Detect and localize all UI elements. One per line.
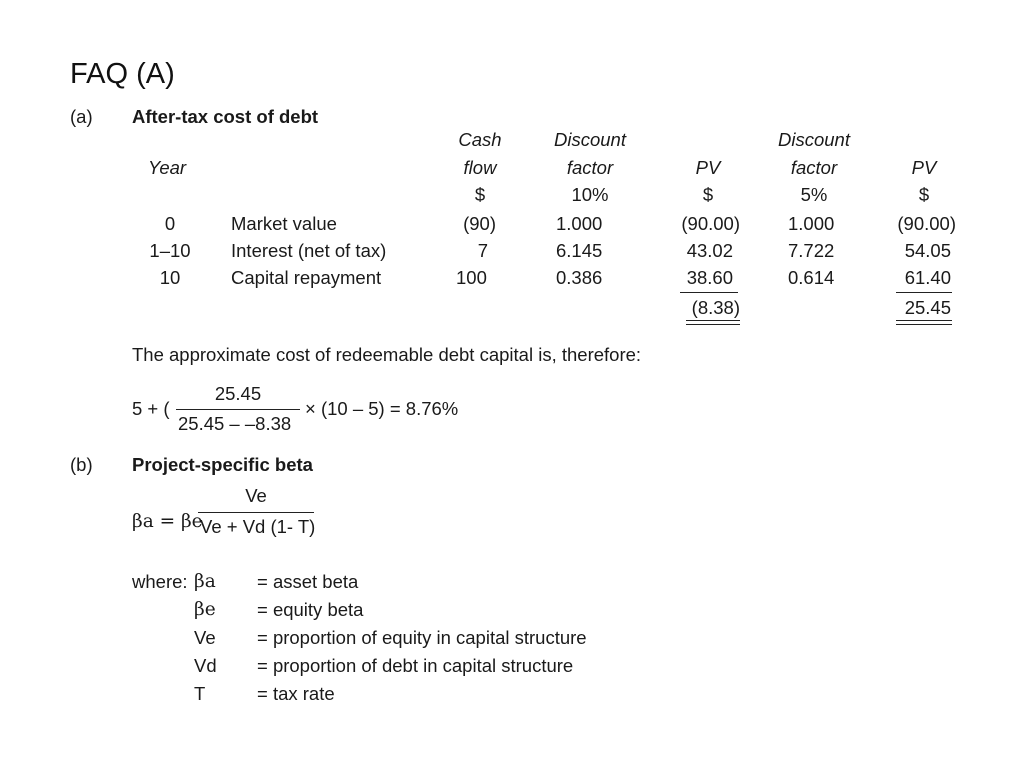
header-pv10-2: $: [702, 184, 714, 205]
cell-item: Market value: [231, 213, 337, 234]
total-double-rule-pv5: [896, 320, 952, 325]
section-a-marker: (a): [70, 106, 93, 127]
total-pv10: (8.38): [691, 297, 740, 318]
cell-df10: 0.386: [556, 267, 603, 288]
conclusion-text: The approximate cost of redeemable debt capital is, therefore:: [132, 344, 642, 365]
section-b-heading: Project-specific beta: [132, 454, 313, 475]
cell-pv5: 54.05: [904, 240, 951, 261]
beta-formula-fraction-bar: [198, 512, 314, 513]
total-pv5: 25.45: [904, 297, 951, 318]
slide-title: FAQ (A): [70, 58, 175, 90]
beta-formula-numerator: Ve: [245, 485, 267, 506]
cell-df5: 7.722: [788, 240, 835, 261]
cell-pv5: 61.40: [904, 267, 951, 288]
header-pv5-2: $: [918, 184, 930, 205]
header-discount10-3: 10%: [571, 184, 609, 205]
header-cash-flow-2: flow: [463, 157, 497, 178]
where-label: where:: [132, 571, 188, 592]
header-year: Year: [148, 157, 187, 178]
cell-pv5: (90.00): [897, 213, 956, 234]
formula-prefix: 5 + (: [132, 398, 170, 419]
cell-pv10: (90.00): [681, 213, 740, 234]
cell-df10: 1.000: [556, 213, 603, 234]
header-discount10-2: factor: [566, 157, 614, 178]
cell-cash-flow: (90): [463, 213, 496, 234]
header-discount5-1: Discount: [778, 129, 850, 150]
header-discount5-3: 5%: [800, 184, 828, 205]
cell-year: 0: [164, 213, 176, 234]
formula-denominator: 25.45 – –8.38: [178, 413, 292, 434]
definition-symbol: T: [194, 683, 206, 704]
cell-item: Capital repayment: [231, 267, 382, 288]
section-b-marker: (b): [70, 454, 93, 475]
header-cash-flow-3: $: [474, 184, 486, 205]
beta-formula-lhs: βa = βe: [132, 511, 203, 532]
cell-df5: 0.614: [788, 267, 835, 288]
definition-meaning: = asset beta: [257, 571, 359, 592]
definition-meaning: = proportion of debt in capital structure: [257, 655, 574, 676]
cell-year: 10: [159, 267, 181, 288]
header-discount10-1: Discount: [554, 129, 626, 150]
formula-numerator: 25.45: [214, 383, 262, 404]
cell-year: 1–10: [149, 240, 191, 261]
formula-suffix: × (10 – 5) = 8.76%: [305, 398, 459, 419]
cell-cash-flow: 100: [456, 267, 487, 288]
cell-pv10: 43.02: [686, 240, 733, 261]
cell-df10: 6.145: [556, 240, 603, 261]
beta-formula-denominator: Ve + Vd (1- T): [200, 516, 316, 537]
definition-meaning: = tax rate: [257, 683, 335, 704]
definition-symbol: βa: [194, 571, 216, 592]
subtotal-rule-pv5: [896, 292, 952, 293]
subtotal-rule-pv10: [680, 292, 738, 293]
definition-symbol: βe: [194, 599, 216, 620]
definition-symbol: Ve: [194, 627, 216, 648]
formula-fraction-bar: [176, 409, 300, 410]
definition-meaning: = equity beta: [257, 599, 364, 620]
total-double-rule-pv10: [686, 320, 740, 325]
header-discount5-2: factor: [790, 157, 838, 178]
header-pv5-1: PV: [911, 157, 937, 178]
header-pv10-1: PV: [695, 157, 721, 178]
cell-item: Interest (net of tax): [231, 240, 387, 261]
definition-symbol: Vd: [194, 655, 217, 676]
section-a-heading: After-tax cost of debt: [132, 106, 319, 127]
cell-cash-flow: 7: [477, 240, 488, 261]
header-cash-flow-1: Cash: [458, 129, 502, 150]
cell-pv10: 38.60: [686, 267, 733, 288]
definition-meaning: = proportion of equity in capital structure: [257, 627, 587, 648]
cell-df5: 1.000: [788, 213, 835, 234]
